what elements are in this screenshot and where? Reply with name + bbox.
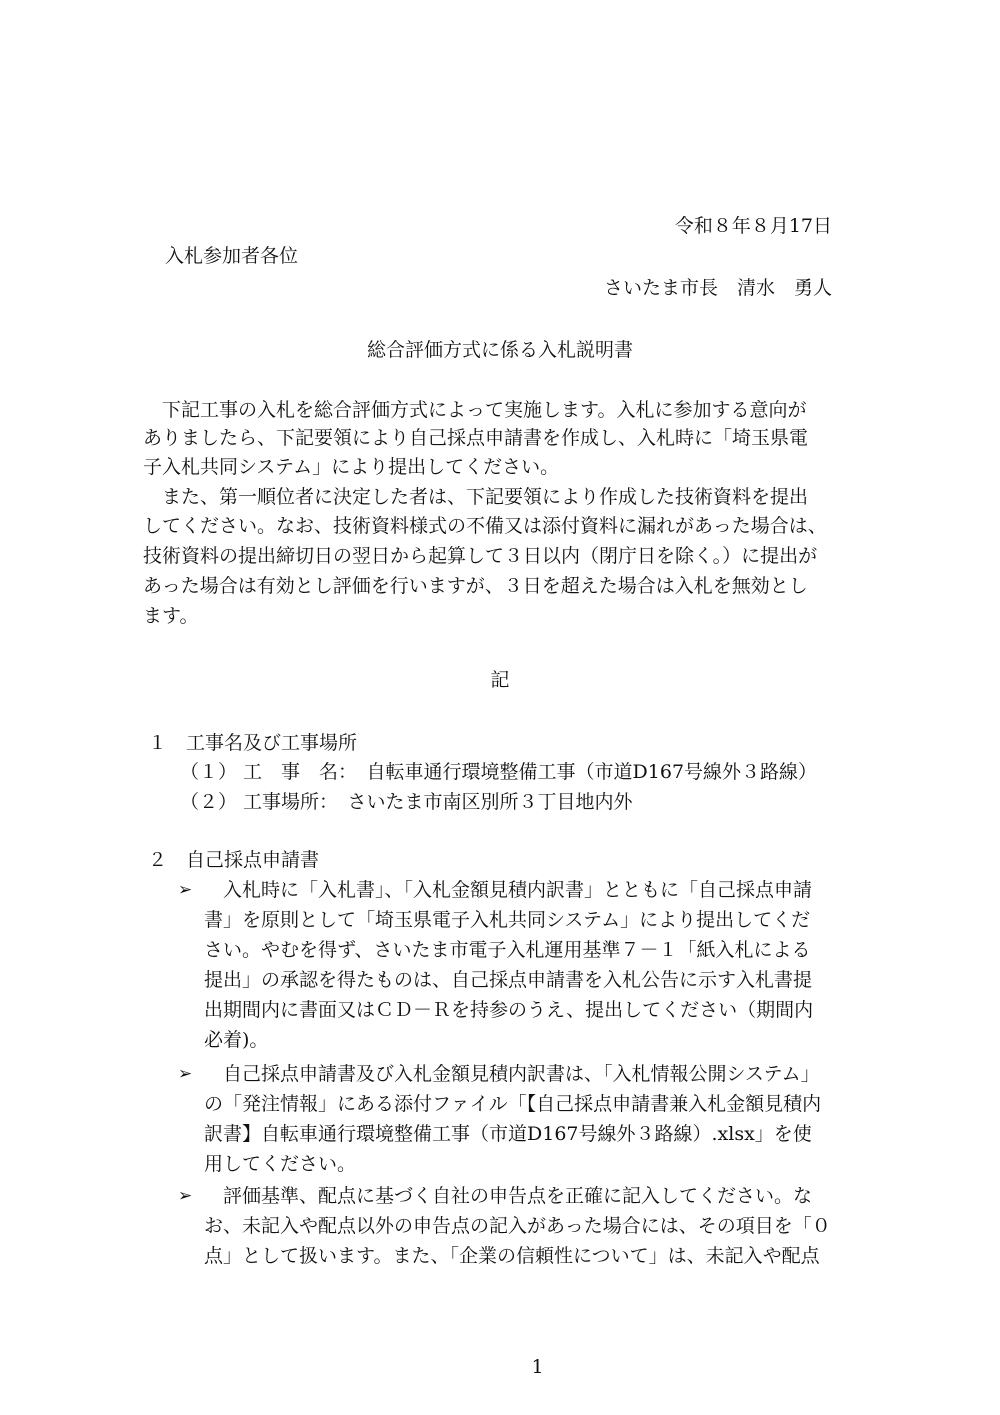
bullet-2-line: の「発注情報」にある添付ファイル「【自己採点申請書兼入札金額見積内 (204, 1093, 822, 1115)
intro-line: また、第一順位者に決定した者は、下記要領により作成した技術資料を提出 (143, 486, 809, 508)
document-title: 総合評価方式に係る入札説明書 (366, 339, 633, 361)
section-1-heading: １ 工事名及び工事場所 (148, 732, 358, 754)
bullet-3-line: 評価基準、配点に基づく自社の申告点を正確に記入してください。な (204, 1185, 813, 1207)
intro-line: ます。 (143, 605, 199, 627)
bullet-3-line: お、未記入や配点以外の申告点の記入があった場合には、その項目を「０ (204, 1215, 831, 1237)
section-1-item-1: （１） 工 事 名： 自転車通行環境整備工事（市道D167号線外３路線） (180, 761, 818, 783)
intro-line: 子入札共同システム」により提出してください。 (143, 456, 560, 478)
bullet-1-line: さい。やむを得ず、さいたま市電子入札運用基準７－１「紙入札による (204, 939, 811, 961)
document-date: 令和８年８月17日 (674, 215, 832, 237)
intro-line: ありましたら、下記要領により自己採点申請書を作成し、入札時に「埼玉県電 (143, 427, 809, 449)
bullet-1-line: 書」を原則として「埼玉県電子入札共同システム」により提出してくだ (204, 909, 811, 931)
bullet-arrow-icon: ➢ (178, 1064, 193, 1084)
addressee: 入札参加者各位 (165, 245, 299, 267)
section-2-heading: ２ 自己採点申請書 (148, 849, 320, 871)
sender-name: さいたま市長 清水 勇人 (603, 277, 832, 299)
bullet-arrow-icon: ➢ (178, 1186, 193, 1206)
bullet-3-line: 点」として扱います。また、「企業の信頼性について」は、未記入や配点 (204, 1245, 820, 1267)
intro-line: あった場合は有効とし評価を行いますが、３日を超えた場合は入札を無効とし (143, 575, 808, 597)
bullet-2-line: 用してください。 (204, 1153, 357, 1175)
section-1-item-2: （２） 工事場所： さいたま市南区別所３丁目地内外 (180, 791, 633, 813)
bullet-1-line: 入札時に「入札書」、「入札金額見積内訳書」とともに「自己採点申請 (204, 879, 813, 901)
intro-line: 下記工事の入札を総合評価方式によって実施します。入札に参加する意向が (143, 399, 807, 421)
intro-line: してください。なお、技術資料様式の不備又は添付資料に漏れがあった場合は、 (143, 515, 827, 537)
ki-marker: 記 (490, 669, 510, 691)
bullet-arrow-icon: ➢ (178, 880, 193, 900)
intro-line: 技術資料の提出締切日の翌日から起算して３日以内（閉庁日を除く。）に提出が (143, 545, 818, 567)
bullet-1-line: 必着)。 (204, 1029, 269, 1051)
bullet-1-line: 提出」の承認を得たものは、自己採点申請書を入札公告に示す入札書提 (204, 969, 813, 991)
bullet-2-line: 訳書】自転車通行環境整備工事（市道D167号線外３路線）.xlsx」を使 (204, 1123, 812, 1145)
bullet-1-line: 出期間内に書面又はＣＤ－Ｒを持参のうえ、提出してください（期間内 (204, 999, 814, 1021)
page-number: 1 (531, 1356, 544, 1378)
bullet-2-line: 自己採点申請書及び入札金額見積内訳書は、「入札情報公開システム」 (204, 1063, 820, 1085)
